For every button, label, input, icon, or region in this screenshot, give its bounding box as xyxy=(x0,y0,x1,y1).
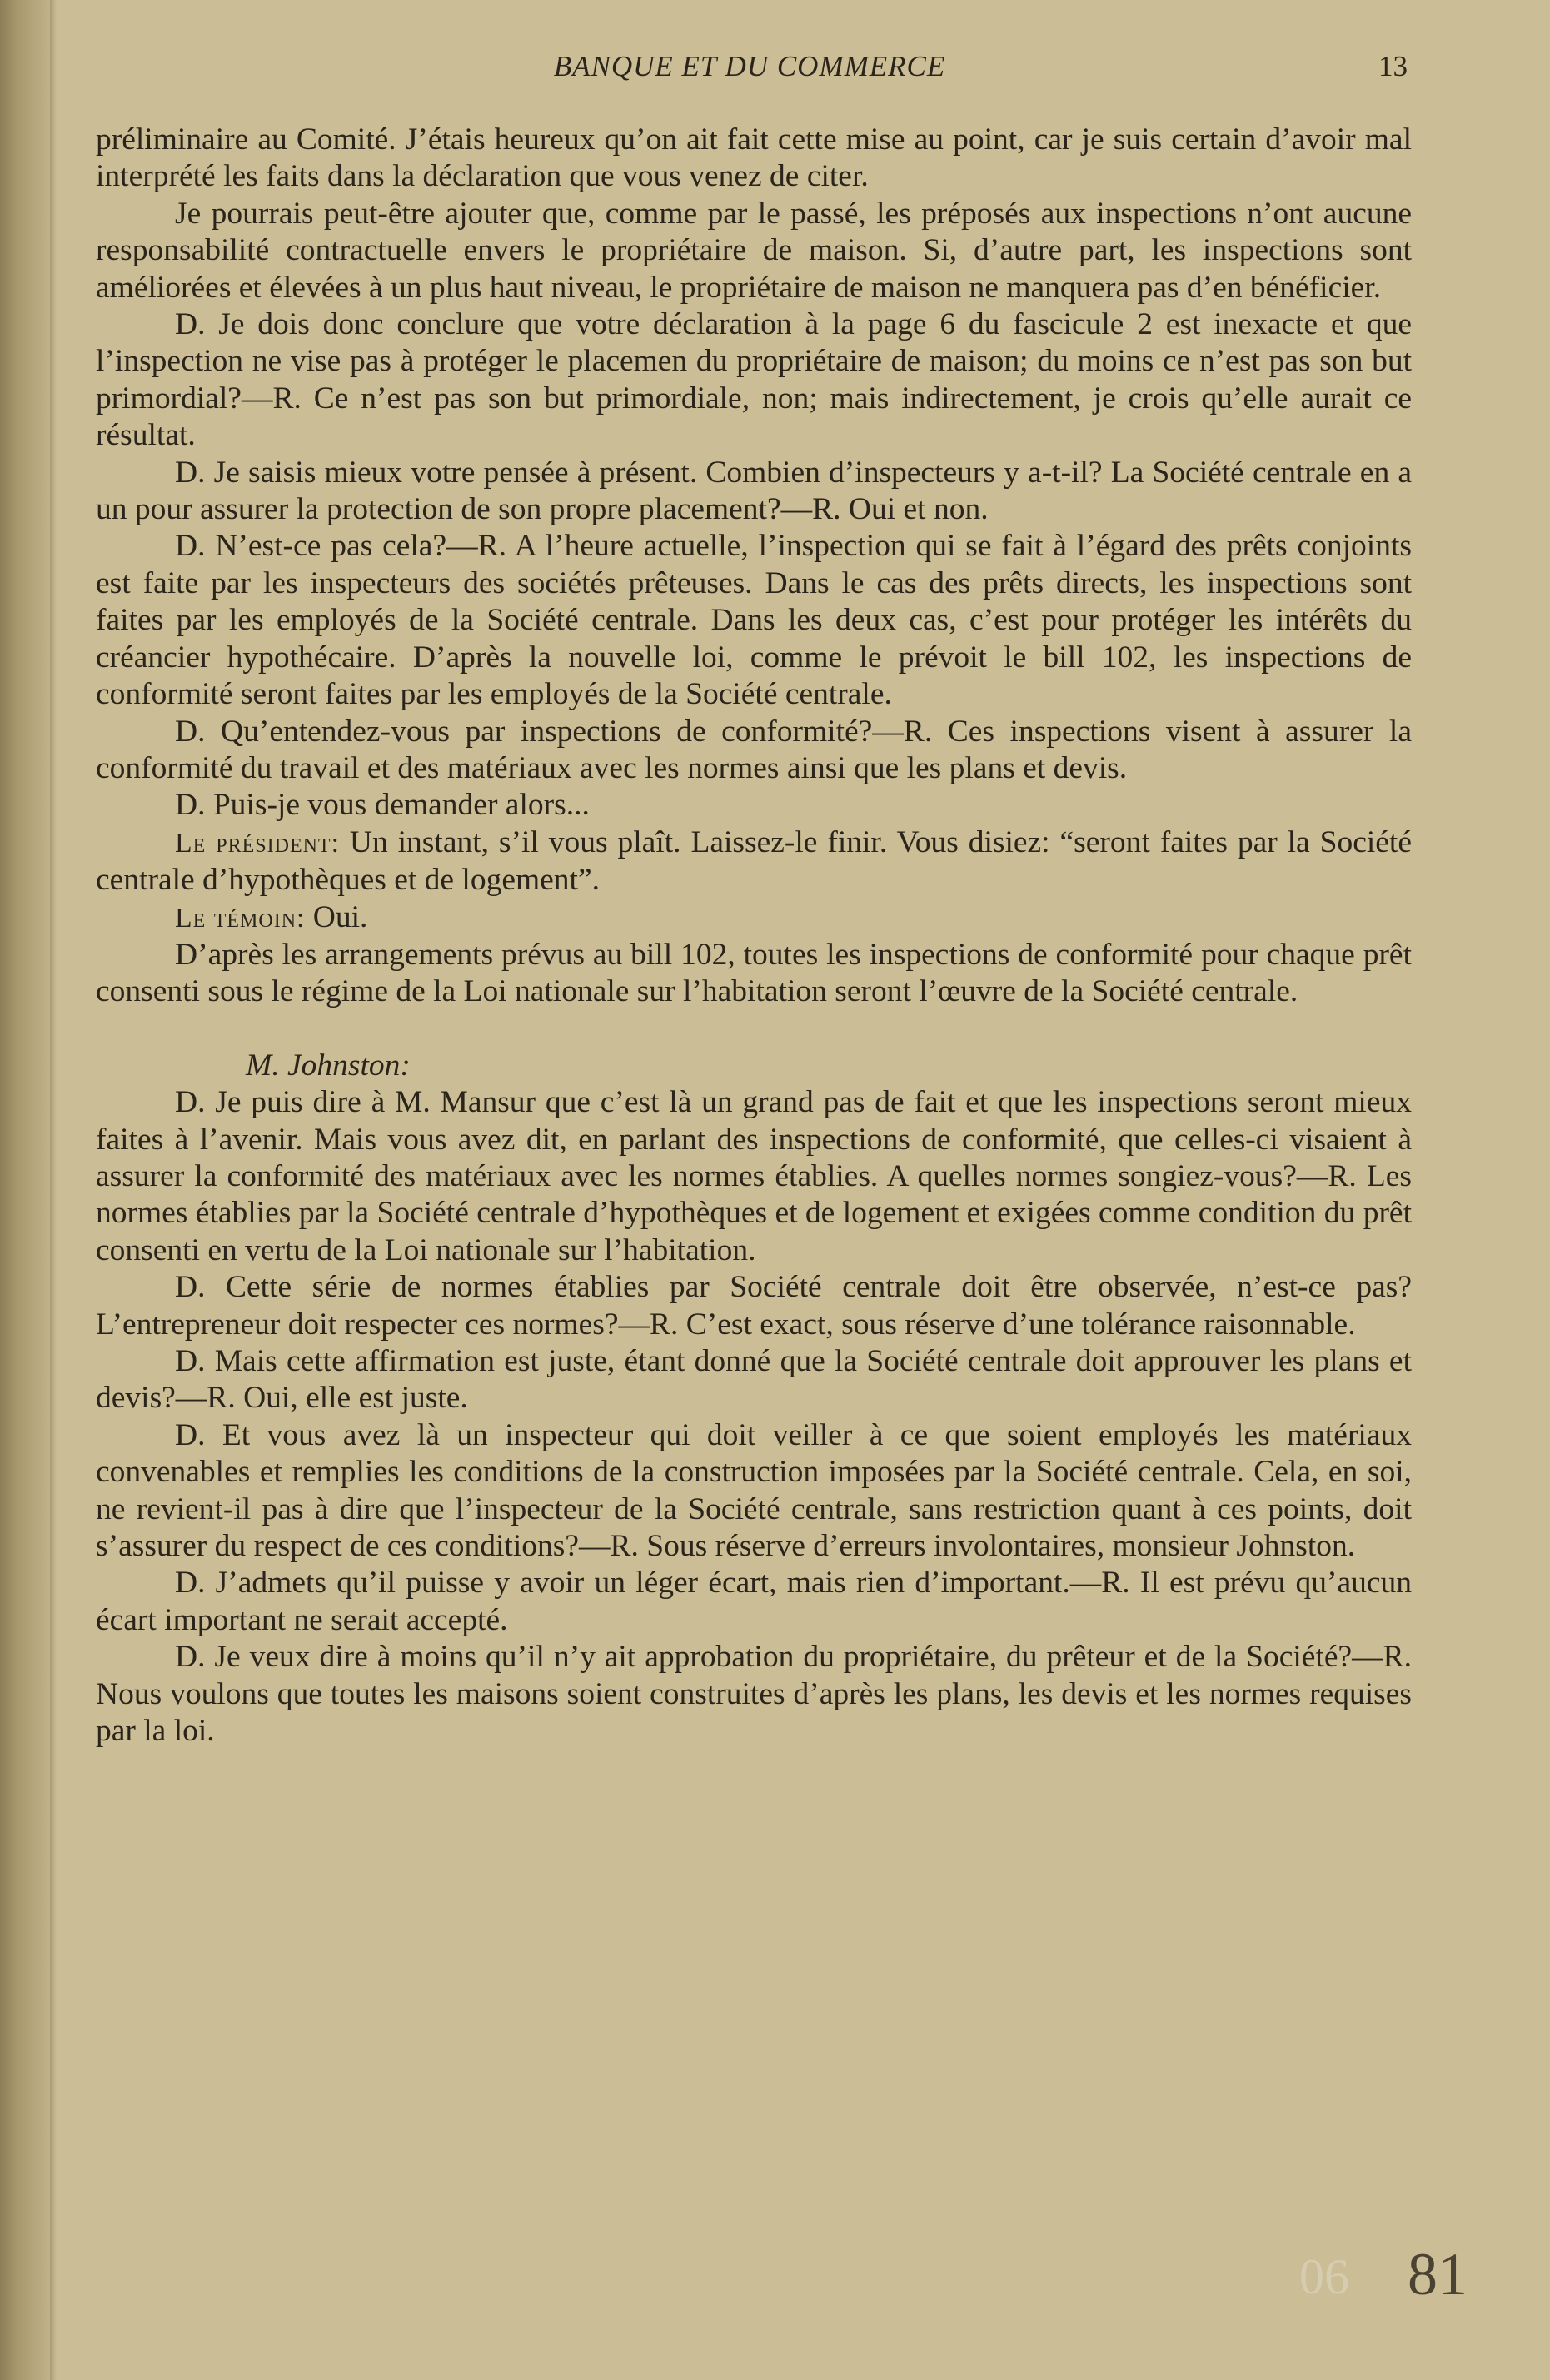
paragraph: D’après les arrangements prévus au bill 102, toutes les inspections de conformité pour chaque prêt consenti sous le régime de la Loi nationale sur l’habitation seront l’œuvre de la Société centrale. xyxy=(96,937,1412,1009)
handwritten-page-number: 81 xyxy=(1408,2241,1468,2308)
section-gap xyxy=(96,1011,1412,1048)
book-spine-shadow xyxy=(0,0,50,2380)
paragraph: D. Puis-je vous demander alors... xyxy=(175,788,590,823)
paragraph: D. Qu’entendez-vous par inspections de conformité?—R. Ces inspections visent à assurer la conformité du travail et des matériaux avec les normes ainsi que les plans et devis. xyxy=(96,714,1412,785)
running-head: BANQUE ET DU COMMERCE xyxy=(553,50,946,82)
paragraph: D. Je puis dire à M. Mansur que c’est là un grand pas de fait et que les inspections seront mieux faites à l’avenir. Mais vous avez dit, en parlant des inspections de conformité, que celles-ci visaient à assurer la conformité des matériaux avec les normes établies. A quelles normes songiez-vous?—R. Les normes établies par la Société centrale d’hypothèques et de logement et exigées comme condition du prêt consenti en vertu de la Loi nationale sur l’habitation. xyxy=(96,1085,1412,1267)
speaker-heading: M. Johnston: xyxy=(246,1048,411,1083)
speaker-text: Oui. xyxy=(312,899,368,934)
paragraph: D. Et vous avez là un inspecteur qui doit veiller à ce que soient employés les matériaux convenables et remplies les conditions de la construction imposées par la Société centrale. Cela, en soi, ne revient-il pas à dire que l’inspecteur de la Société centrale, sans restriction quant à ces points, doit s’assurer du respect de ces conditions?—R. Sous réserve d’erreurs involontaires, monsieur Johnston. xyxy=(96,1417,1412,1564)
page-header xyxy=(92,50,1408,92)
speaker-text: Un instant, s’il vous plaît. Laissez-le finir. Vous disiez: “seront faites par la Société centrale d’hypothèques et de logement”. xyxy=(96,824,1412,898)
paragraph xyxy=(96,899,1412,937)
paragraph: D. Cette série de normes établies par Société centrale doit être observée, n’est-ce pas? L’entrepreneur doit respecter ces normes?—R. C’est exact, sous réserve d’une tolérance raisonnable. xyxy=(96,1270,1412,1342)
paragraph xyxy=(96,824,1412,899)
body-text xyxy=(96,122,1412,1750)
faint-stamp-number: 06 xyxy=(1299,2249,1349,2304)
paragraph: D. N’est-ce pas cela?—R. A l’heure actuelle, l’inspection qui se fait à l’égard des prêts conjoints est faite par les inspecteurs des sociétés prêteuses. Dans le cas des prêts directs, les inspections sont faites par les employés de la Société centrale. Dans les deux cas, c’est pour protéger les intérêts du créancier hypothécaire. D’après la nouvelle loi, comme le prévoit le bill 102, les inspections de conformité seront faites par les employés de la Société centrale. xyxy=(96,529,1412,712)
paragraph: D. Mais cette affirmation est juste, étant donné que la Société centrale doit approuver les plans et devis?—R. Oui, elle est juste. xyxy=(96,1344,1412,1416)
page-edge-shadow xyxy=(50,0,57,2380)
page-number: 13 xyxy=(1378,50,1408,82)
paragraph: préliminaire au Comité. J’étais heureux qu’on ait fait cette mise au point, car je suis certain d’avoir mal interprété les faits dans la déclaration que vous venez de citer. xyxy=(96,122,1412,194)
paragraph: D. Je saisis mieux votre pensée à présent. Combien d’inspecteurs y a-t-il? La Société centrale en a un pour assurer la protection de son propre placement?—R. Oui et non. xyxy=(96,455,1412,527)
speaker-label: Le président: xyxy=(175,827,340,859)
paragraph: D. Je veux dire à moins qu’il n’y ait approbation du propriétaire, du prêteur et de la Société?—R. Nous voulons que toutes les maisons soient construites d’après les plans, les devis et les normes requises par la loi. xyxy=(96,1640,1412,1749)
paragraph: D. J’admets qu’il puisse y avoir un léger écart, mais rien d’important.—R. Il est prévu qu’aucun écart important ne serait accepté. xyxy=(96,1566,1412,1637)
speaker-label: Le témoin: xyxy=(175,902,306,934)
paragraph: Je pourrais peut-être ajouter que, comme par le passé, les préposés aux inspections n’ont aucune responsabilité contractuelle envers le propriétaire de maison. Si, d’autre part, les inspections sont améliorées et élevées à un plus haut niveau, le propriétaire de maison ne manquera pas d’en bénéficier. xyxy=(96,196,1412,305)
paragraph: D. Je dois donc conclure que votre déclaration à la page 6 du fascicule 2 est inexacte et que l’inspection ne vise pas à protéger le placemen du propriétaire de maison; du moins ce n’est pas son but primordial?—R. Ce n’est pas son but primordiale, non; mais indirectement, je crois qu’elle aurait ce résultat. xyxy=(96,307,1412,453)
